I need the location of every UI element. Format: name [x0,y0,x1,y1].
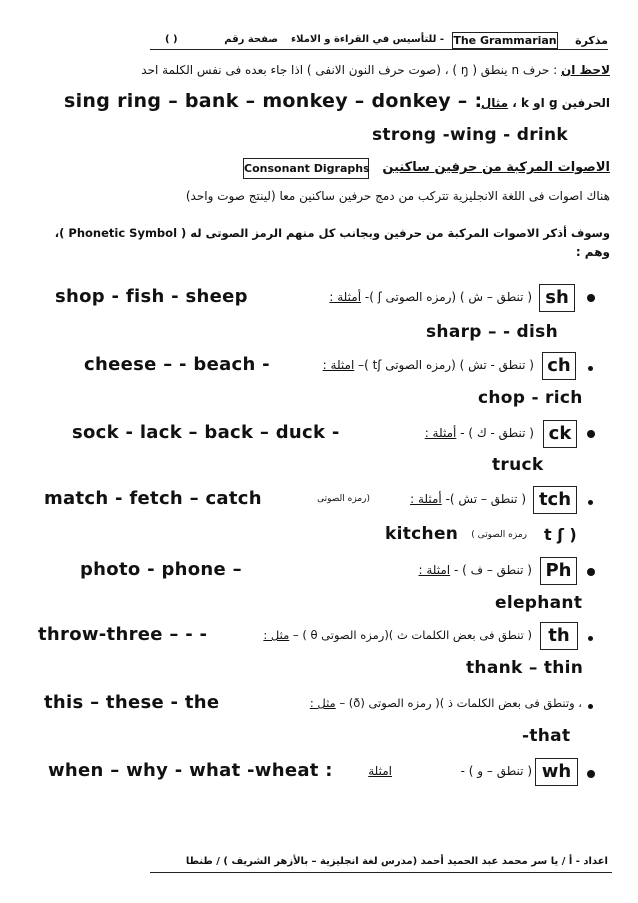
example-label: مثل : [309,696,336,710]
section-intro-2: وسوف أذكر الاصوات المركبة من حرفين وبجانب كل منهم الرمز الصوتى له ( Phonetic Symbol )، [54,226,610,240]
digraph-cont-tch: kitchen [385,524,459,544]
desc-text: ( تنطق فى بعض الكلمات ث )(رمزه الصوتى θ ) – [292,628,532,642]
note-letters-line [481,96,610,110]
section-title-ar: الاصوات المركبة من حرفين ساكنين [382,160,610,175]
bullet-ph [587,568,595,576]
footer-rule [150,872,612,873]
example-label: مثل : [263,628,290,642]
digraph-extra-tch: (رمزه الصوتى [317,494,370,504]
bullet-sh [587,294,595,302]
header-subject: - للتأسيس في القراءة و الاملاء [291,34,444,45]
digraph-examples-wh: when – why - what -wheat : [48,760,333,781]
example-label: امثلة : [322,358,355,372]
digraph-cont-ar-tch: رمزه الصوتى ) [471,530,527,540]
header-memo: مذكرة [575,34,608,47]
digraph-cont-ch: chop - rich [478,388,583,408]
digraph-box-ck: ck [543,420,577,448]
section-title-en: Consonant Digraphs [243,158,369,179]
digraph-box-sh: sh [539,284,575,312]
book-title-box: The Grammarian [453,34,557,47]
digraph-cont-th: thank – thin [466,658,584,678]
digraph-desc-th-voiced [310,696,582,710]
digraph-cont-ck: truck [492,455,544,475]
digraph-desc-ph [418,563,532,577]
desc-text: ( تنطق – تش )- [445,492,526,506]
digraph-examples-tch: match - fetch – catch [44,488,262,509]
bullet-ch [588,366,593,371]
example-label: أمثلة : [424,426,457,440]
digraph-cont-ph: elephant [495,593,583,613]
example-label: امثلة : [418,563,451,577]
digraph-examples-sh: shop - fish - sheep [55,286,248,307]
digraph-examples-th-voiced: this – these - the [44,692,220,713]
desc-text: ( تنطق – ف ) - [453,563,532,577]
desc-text: ( تنطق - تش ) (رمزه الصوتى tʃ )– [358,358,534,372]
note-line [141,63,610,77]
example-label: أمثلة : [410,492,442,506]
example-label: أمثلة : [329,290,362,304]
digraph-cont-sh: sharp – - dish [426,322,558,342]
digraph-desc-th [263,628,532,642]
digraph-box-ph: Ph [540,557,577,585]
note-examples-2: strong -wing - drink [372,125,569,145]
digraph-box-tch: tch [533,486,577,514]
bullet-th [588,636,593,641]
desc-text: ( تنطق - ك ) - [460,426,534,440]
header-page-value: ( ) [165,34,178,45]
digraph-desc-tch [410,492,526,506]
desc-text: ( تنطق – و ) - [460,764,532,778]
digraph-examples-ck: sock - lack – back – duck - [72,422,340,443]
digraph-desc-sh [329,290,532,304]
desc-text: ، وتنطق فى بعض الكلمات ذ )( رمزه الصوتى (ð) – [339,696,582,710]
bullet-tch [588,500,593,505]
digraph-desc-ck [425,426,534,440]
header-page-label: صفحة رقم [224,34,278,45]
note-examples-1: sing ring – bank – monkey – donkey – : [64,90,483,112]
digraph-examples-ph: photo - phone – [80,559,242,580]
note-example-label: مثال [480,96,509,110]
bullet-ck [587,430,595,438]
digraph-desc-wh [461,764,532,778]
digraph-desc-ch [323,358,534,372]
digraph-cont-th-voiced: -that [522,726,571,746]
digraph-cont-sym-tch: t ʃ ) [544,525,577,544]
footer-text: اعداد - أ / يا سر محمد عبد الحميد أحمد (مدرس لغة انجليزية – بالأزهر الشريف ) / طنطا [185,856,608,867]
note-label: لاحظ ان [561,63,610,77]
section-intro-3: وهم : [575,245,610,259]
digraph-box-th: th [540,622,578,650]
section-intro-1: هناك اصوات فى اللغة الانجليزية تتركب من دمج حرفين ساكنين معا (لينتج صوت واحد) [185,189,610,203]
digraph-examples-ch: cheese – - beach - [84,354,270,375]
bullet-wh [587,770,595,778]
note-text: : حرف n ينطق ( ŋ ) ، (صوت حرف النون الانفى ) اذا جاء بعده فى نفس الكلمة احد [141,63,558,77]
bullet-th-voiced [588,704,593,709]
digraph-examples-th: throw-three – - - [38,624,208,645]
digraph-box-ch: ch [542,352,576,380]
note-letters: الحرفين g او k ، [512,96,610,110]
digraph-example-label-wh: امثلة [368,764,392,778]
desc-text: ( تنطق – ش ) (رمزه الصوتى ʃ )- [364,290,532,304]
digraph-box-wh: wh [535,758,578,786]
